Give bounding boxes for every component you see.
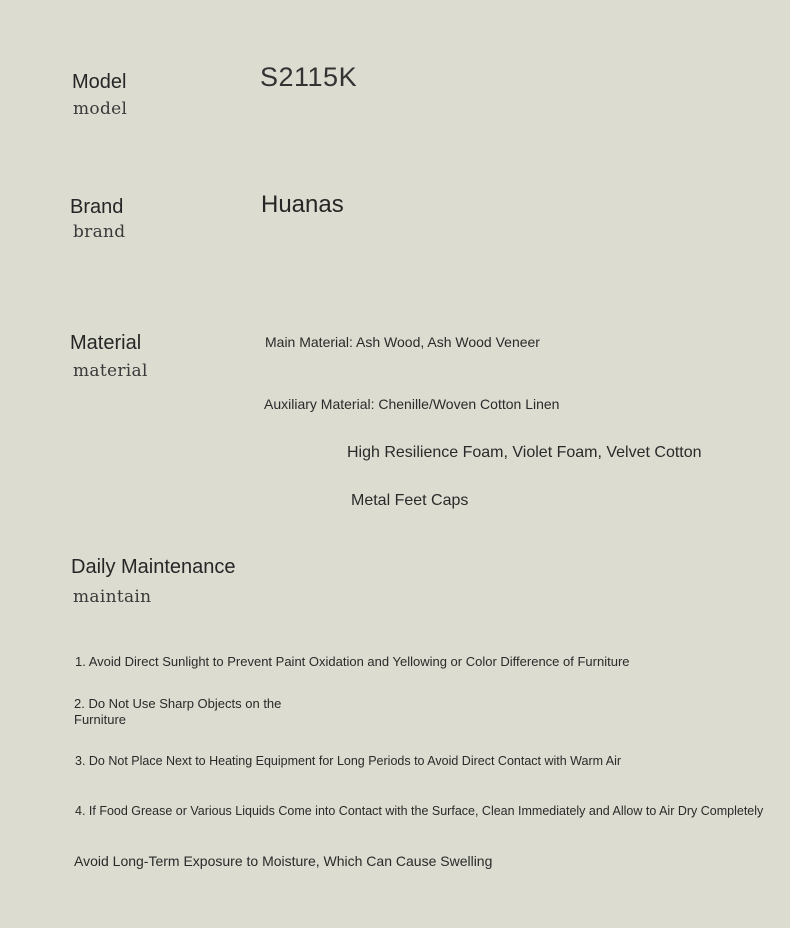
maintenance-sublabel: maintain bbox=[73, 587, 152, 607]
material-label: Material bbox=[70, 332, 142, 354]
maintenance-tip: 4. If Food Grease or Various Liquids Come into Contact with the Surface, Clean Immediately and Allow to Air Dry Completely bbox=[75, 804, 764, 818]
maintenance-tip: 3. Do Not Place Next to Heating Equipment for Long Periods to Avoid Direct Contact with Warm Air bbox=[75, 754, 622, 768]
brand-value: Huanas bbox=[261, 191, 344, 218]
maintenance-tip: Avoid Long-Term Exposure to Moisture, Which Can Cause Swelling bbox=[74, 853, 493, 869]
brand-label: Brand bbox=[70, 196, 124, 218]
filling-material: High Resilience Foam, Violet Foam, Velvet Cotton bbox=[347, 444, 702, 461]
main-material: Main Material: Ash Wood, Ash Wood Veneer bbox=[265, 334, 540, 350]
model-value: S2115K bbox=[260, 62, 358, 92]
feet-material: Metal Feet Caps bbox=[351, 492, 469, 509]
maintenance-tip: 1. Avoid Direct Sunlight to Prevent Paint Oxidation and Yellowing or Color Difference of Furniture bbox=[75, 654, 630, 669]
maintenance-tip: 2. Do Not Use Sharp Objects on the Furniture bbox=[74, 696, 282, 727]
maintenance-label: Daily Maintenance bbox=[71, 556, 236, 578]
model-label: Model bbox=[72, 71, 127, 93]
auxiliary-material: Auxiliary Material: Chenille/Woven Cotton Linen bbox=[264, 396, 560, 412]
model-sublabel: model bbox=[73, 99, 128, 119]
material-sublabel: material bbox=[73, 361, 148, 381]
brand-sublabel: brand bbox=[73, 222, 126, 242]
